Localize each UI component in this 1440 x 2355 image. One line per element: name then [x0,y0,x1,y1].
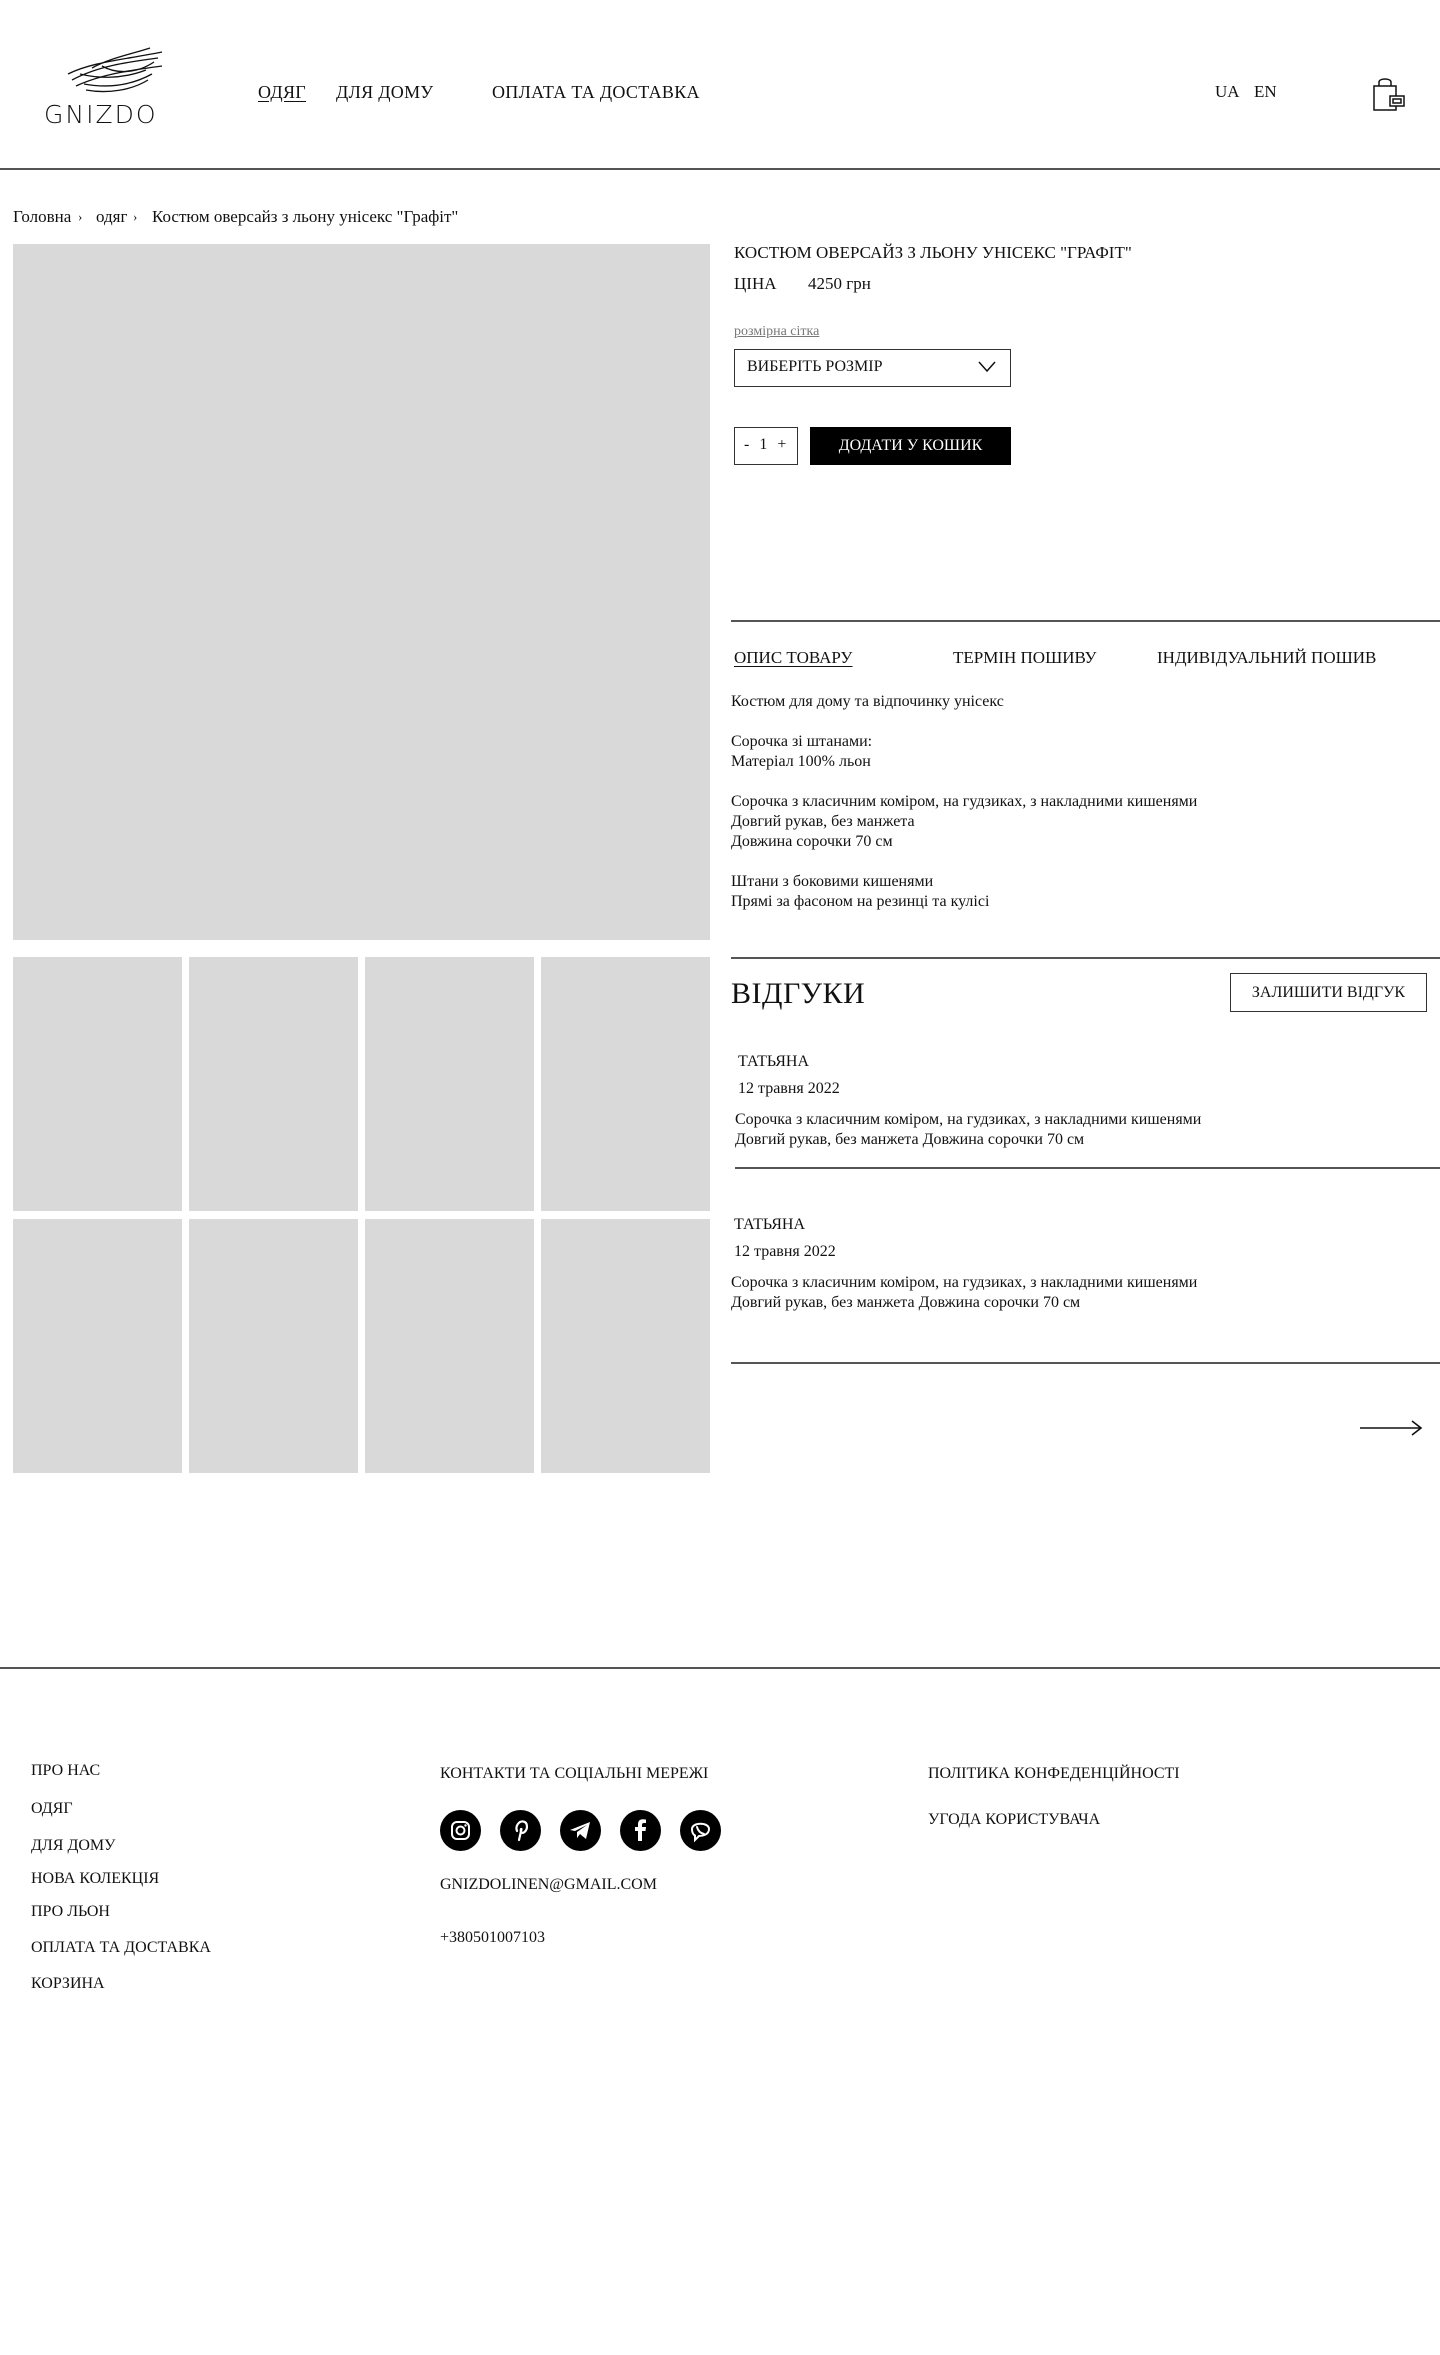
review-divider [735,1167,1440,1169]
breadcrumb-category[interactable]: одяг [96,207,128,226]
contacts-title: КОНТАКТИ ТА СОЦІАЛЬНІ МЕРЕЖІ [440,1765,709,1782]
main-product-image[interactable] [13,244,710,940]
breadcrumb-current: Костюм оверсайз з льону унісекс "Графіт" [152,207,459,226]
reviews-title: ВІДГУКИ [731,977,866,1010]
description-line: Штани з боковими кишенями [731,873,934,890]
footer-link-user-agreement[interactable]: УГОДА КОРИСТУВАЧА [928,1811,1101,1828]
leave-review-button[interactable]: ЗАЛИШИТИ ВІДГУК [1230,973,1427,1012]
contact-phone[interactable]: +380501007103 [440,1929,546,1946]
nav-clothing[interactable]: ОДЯГ [258,82,306,102]
review-divider [731,1362,1440,1364]
review-text: Довгий рукав, без манжета Довжина сорочки 70 см [731,1294,1081,1311]
arrow-right-icon[interactable] [1358,1418,1424,1438]
logo[interactable] [40,44,170,130]
lang-ua[interactable]: UA [1215,82,1240,101]
nest-logo-icon [62,44,172,100]
price-label: ЦІНА [734,274,777,293]
chevron-right-icon: › [133,209,138,224]
section-divider [731,957,1440,959]
thumbnail-image[interactable] [189,1219,358,1473]
description-line: Сорочка зі штанами: [731,733,873,750]
footer-link-payment-delivery[interactable]: ОПЛАТА ТА ДОСТАВКА [31,1939,211,1956]
qty-plus-button[interactable]: + [777,436,790,453]
section-divider [731,620,1440,622]
thumbnail-image[interactable] [541,1219,710,1473]
description-line: Довгий рукав, без манжета [731,813,915,830]
tab-tailoring-time[interactable]: ТЕРМІН ПОШИВУ [953,648,1097,667]
cart-icon[interactable] [1370,76,1406,112]
footer-link-cart[interactable]: КОРЗИНА [31,1975,105,1992]
review-date: 12 травня 2022 [734,1243,836,1260]
description-intro: Костюм для дому та відпочинку унісекс [731,693,1004,710]
footer-link-new-collection[interactable]: НОВА КОЛЕКЦІЯ [31,1870,160,1887]
review-text: Сорочка з класичним коміром, на гудзиках, з накладними кишенями [731,1274,1198,1291]
thumbnail-image[interactable] [13,957,182,1211]
thumbnail-image[interactable] [365,957,534,1211]
size-chart-link[interactable]: розмірна сітка [734,324,820,339]
instagram-icon[interactable] [440,1810,481,1851]
pinterest-icon[interactable] [500,1810,541,1851]
thumbnail-image[interactable] [13,1219,182,1473]
tab-description[interactable]: ОПИС ТОВАРУ [734,648,853,667]
size-select-value: ВИБЕРІТЬ РОЗМІР [747,358,883,375]
product-title: КОСТЮМ ОВЕРСАЙЗ З ЛЬОНУ УНІСЕКС "ГРАФІТ" [734,243,1132,262]
qty-value: 1 [759,436,771,453]
review-text: Довгий рукав, без манжета Довжина сорочки 70 см [735,1131,1085,1148]
nav-home[interactable]: ДЛЯ ДОМУ [336,82,434,102]
logo-text: GNIZDO [44,100,158,129]
review-author: ТАТЬЯНА [734,1216,806,1233]
thumbnail-image[interactable] [541,957,710,1211]
footer-link-about-linen[interactable]: ПРО ЛЬОН [31,1903,110,1920]
chevron-right-icon: › [78,209,83,224]
facebook-icon[interactable] [620,1810,661,1851]
review-text: Сорочка з класичним коміром, на гудзиках, з накладними кишенями [735,1111,1202,1128]
product-price: 4250 грн [808,274,871,293]
viber-icon[interactable] [680,1810,721,1851]
size-select[interactable] [734,349,1011,387]
footer-link-privacy-policy[interactable]: ПОЛІТИКА КОНФЕДЕНЦІЙНОСТІ [928,1765,1180,1782]
footer-link-home[interactable]: ДЛЯ ДОМУ [31,1837,116,1854]
qty-minus-button[interactable]: - [744,436,753,453]
description-line: Матеріал 100% льон [731,753,871,770]
lang-en[interactable]: EN [1254,82,1277,101]
description-line: Сорочка з класичним коміром, на гудзиках, з накладними кишенями [731,793,1198,810]
quantity-stepper[interactable] [734,427,798,465]
footer-divider [0,1667,1440,1669]
tab-custom-tailoring[interactable]: ІНДИВІДУАЛЬНИЙ ПОШИВ [1157,648,1377,667]
telegram-icon[interactable] [560,1810,601,1851]
review-date: 12 травня 2022 [738,1080,840,1097]
footer-link-about[interactable]: ПРО НАС [31,1762,101,1779]
chevron-down-icon [978,361,996,373]
review-author: ТАТЬЯНА [738,1053,810,1070]
thumbnail-image[interactable] [365,1219,534,1473]
header-divider [0,168,1440,170]
nav-payment-delivery[interactable]: ОПЛАТА ТА ДОСТАВКА [492,82,700,102]
description-line: Прямі за фасоном на резинці та кулісі [731,893,990,910]
footer-link-clothing[interactable]: ОДЯГ [31,1800,73,1817]
thumbnail-image[interactable] [189,957,358,1211]
description-line: Довжина сорочки 70 см [731,833,893,850]
add-to-cart-button[interactable]: ДОДАТИ У КОШИК [810,427,1011,465]
breadcrumb-home[interactable]: Головна [13,207,72,226]
contact-email[interactable]: GNIZDOLINEN@GMAIL.COM [440,1876,657,1893]
